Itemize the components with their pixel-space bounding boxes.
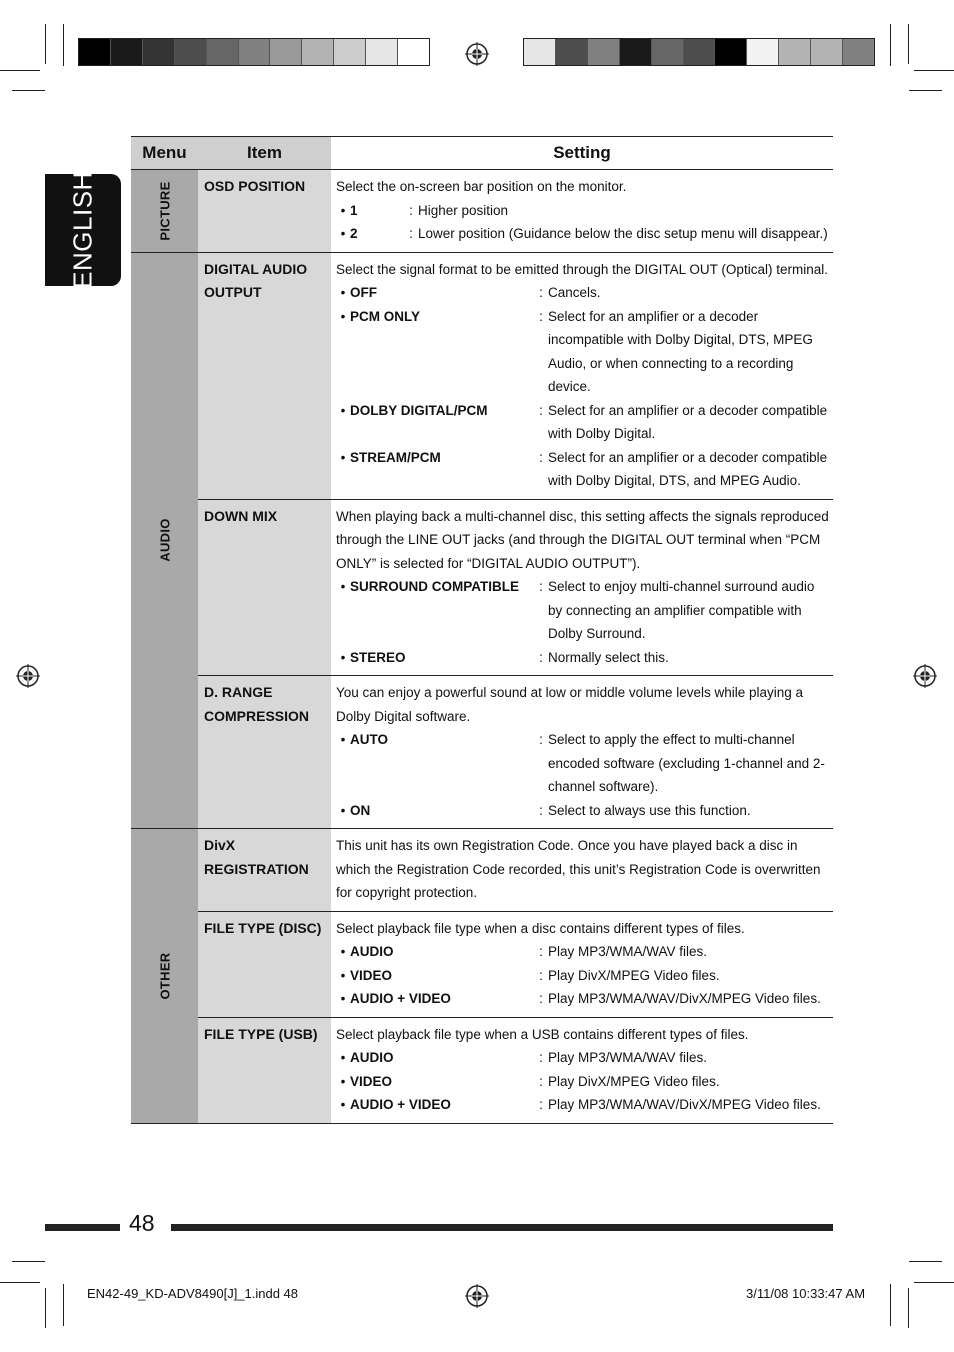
crop-mark xyxy=(63,1284,64,1326)
table-row xyxy=(131,499,833,676)
option-key: 2 xyxy=(350,226,358,241)
color-swatch xyxy=(111,39,143,65)
setting-description: You can enjoy a powerful sound at low or middle volume levels while playing a Dolby Digital software. xyxy=(336,685,804,724)
setting-option xyxy=(336,728,829,799)
menu-category-cell xyxy=(131,170,198,253)
option-key: AUDIO + VIDEO xyxy=(350,1097,451,1112)
item-label: DivX REGISTRATION xyxy=(198,829,331,912)
bullet-icon: • xyxy=(340,1073,346,1089)
option-value: Lower position (Guidance below the disc setup menu will disappear.) xyxy=(418,226,828,241)
color-calibration-bar-left xyxy=(78,38,430,66)
option-key: 1 xyxy=(350,202,358,218)
crop-mark xyxy=(12,90,45,91)
setting-option xyxy=(336,799,829,823)
crop-mark xyxy=(914,1282,954,1283)
option-separator: : xyxy=(539,991,543,1006)
bullet-icon: • xyxy=(340,285,346,300)
option-separator: : xyxy=(539,449,543,465)
crop-mark xyxy=(909,1261,942,1262)
option-key: OFF xyxy=(350,285,377,300)
setting-cell xyxy=(331,676,833,829)
setting-option xyxy=(336,964,829,988)
setting-description: This unit has its own Registration Code. Once you have played back a disc in which the Registration Code recorded, this unit’s Registration Code is overwritten for copyright protection. xyxy=(336,838,821,900)
item-label: DOWN MIX xyxy=(198,499,331,676)
color-swatch xyxy=(843,39,874,65)
table-row xyxy=(131,1017,833,1123)
menu-category-cell xyxy=(131,829,198,1124)
option-separator: : xyxy=(409,226,413,241)
option-key: ON xyxy=(350,802,371,818)
setting-option xyxy=(336,199,829,223)
color-swatch xyxy=(302,39,334,65)
option-value: Select for an amplifier or a decoder compatible with Dolby Digital, DTS, and MPEG Audio. xyxy=(548,449,828,488)
footer-rule-right xyxy=(171,1224,833,1231)
color-swatch xyxy=(588,39,620,65)
registration-mark-icon xyxy=(465,42,489,66)
bullet-icon: • xyxy=(340,308,346,324)
option-key: STEREO xyxy=(350,649,406,665)
option-separator: : xyxy=(539,944,543,959)
bullet-icon: • xyxy=(340,202,346,218)
option-value: Play MP3/WMA/WAV/DivX/MPEG Video files. xyxy=(548,991,821,1006)
option-key: STREAM/PCM xyxy=(350,449,441,465)
crop-mark xyxy=(0,1282,40,1283)
option-value: Cancels. xyxy=(548,285,601,300)
color-swatch xyxy=(715,39,747,65)
registration-mark-icon xyxy=(913,664,937,688)
bullet-icon: • xyxy=(340,1097,346,1112)
option-key: SURROUND COMPATIBLE xyxy=(350,579,519,594)
setting-option xyxy=(336,222,829,246)
color-swatch xyxy=(524,39,556,65)
option-value: Select for an amplifier or a decoder incompatible with Dolby Digital, DTS, MPEG Audio, or when connecting to a recording device. xyxy=(548,308,813,394)
option-key: PCM ONLY xyxy=(350,308,421,324)
color-swatch xyxy=(779,39,811,65)
bullet-icon: • xyxy=(340,991,346,1006)
slug-timestamp: 3/11/08 10:33:47 AM xyxy=(746,1286,866,1301)
color-swatch xyxy=(270,39,302,65)
setting-cell xyxy=(331,829,833,912)
table-row xyxy=(131,676,833,829)
crop-mark xyxy=(909,90,942,91)
item-label: FILE TYPE (USB) xyxy=(198,1017,331,1123)
option-value: Play MP3/WMA/WAV/DivX/MPEG Video files. xyxy=(548,1097,821,1112)
settings-table xyxy=(131,136,833,1124)
table-row xyxy=(131,911,833,1017)
option-separator: : xyxy=(539,967,543,983)
header-setting: Setting xyxy=(331,137,833,170)
option-separator: : xyxy=(539,285,543,300)
option-value: Normally select this. xyxy=(548,649,669,665)
setting-cell xyxy=(331,170,833,253)
option-key: DOLBY DIGITAL/PCM xyxy=(350,402,488,418)
option-separator: : xyxy=(409,202,413,218)
setting-description: When playing back a multi-channel disc, this setting affects the signals reproduced through the LINE OUT jacks (and through the DIGITAL OUT terminal when “PCM ONLY” is selected for “DIGITAL AUDIO OUTPUT”). xyxy=(336,508,829,571)
language-tab xyxy=(45,171,121,289)
option-separator: : xyxy=(539,649,543,665)
color-swatch xyxy=(334,39,366,65)
setting-option xyxy=(336,940,829,964)
setting-option xyxy=(336,1046,829,1070)
bullet-icon: • xyxy=(340,802,346,818)
crop-mark xyxy=(45,1288,46,1328)
crop-mark xyxy=(12,1261,45,1262)
option-value: Play MP3/WMA/WAV files. xyxy=(548,944,708,959)
color-swatch xyxy=(620,39,652,65)
setting-option xyxy=(336,399,829,446)
bullet-icon: • xyxy=(340,449,346,465)
bullet-icon: • xyxy=(340,1050,346,1065)
item-label: OSD POSITION xyxy=(198,170,331,253)
setting-cell xyxy=(331,1017,833,1123)
item-label: D. RANGE COMPRESSION xyxy=(198,676,331,829)
setting-cell xyxy=(331,911,833,1017)
bullet-icon: • xyxy=(340,944,346,959)
setting-option xyxy=(336,575,829,646)
color-swatch xyxy=(747,39,779,65)
option-value: Higher position xyxy=(418,202,509,218)
table-header-row xyxy=(131,137,833,170)
setting-cell xyxy=(331,499,833,676)
table-row xyxy=(131,170,833,253)
option-separator: : xyxy=(539,1097,543,1112)
option-key: AUDIO xyxy=(350,944,394,959)
slug-filename: EN42-49_KD-ADV8490[J]_1.indd 48 xyxy=(87,1286,299,1301)
color-swatch xyxy=(366,39,398,65)
setting-option xyxy=(336,1093,829,1117)
color-swatch xyxy=(556,39,588,65)
option-value: Select to apply the effect to multi-channel encoded software (excluding 1-channel and 2-channel software). xyxy=(548,732,825,794)
color-calibration-bar-right xyxy=(523,38,875,66)
crop-mark xyxy=(914,70,954,71)
footer-rule-left xyxy=(45,1224,120,1231)
option-value: Select for an amplifier or a decoder compatible with Dolby Digital. xyxy=(548,402,828,441)
option-value: Play DivX/MPEG Video files. xyxy=(548,967,720,983)
page-number: 48 xyxy=(129,1210,155,1236)
setting-description: Select playback file type when a USB contains different types of files. xyxy=(336,1026,749,1042)
bullet-icon: • xyxy=(340,732,346,747)
option-separator: : xyxy=(539,308,543,324)
option-value: Select to always use this function. xyxy=(548,802,751,818)
language-tab-label: ENGLISH xyxy=(67,171,98,289)
menu-category-label: OTHER xyxy=(156,952,172,1000)
setting-option xyxy=(336,281,829,305)
crop-mark xyxy=(45,24,46,64)
table-row xyxy=(131,252,833,499)
option-separator: : xyxy=(539,802,543,818)
option-separator: : xyxy=(539,402,543,418)
bullet-icon: • xyxy=(340,226,346,241)
option-key: AUTO xyxy=(350,732,389,747)
color-swatch xyxy=(811,39,843,65)
option-key: AUDIO xyxy=(350,1050,394,1065)
option-value: Play DivX/MPEG Video files. xyxy=(548,1073,720,1089)
setting-description: Select the signal format to be emitted through the DIGITAL OUT (Optical) terminal. xyxy=(336,261,828,277)
option-separator: : xyxy=(539,1050,543,1065)
option-separator: : xyxy=(539,732,543,747)
header-menu: Menu xyxy=(131,137,198,170)
option-key: VIDEO xyxy=(350,1073,393,1089)
color-swatch xyxy=(79,39,111,65)
color-swatch xyxy=(239,39,271,65)
setting-option xyxy=(336,646,829,670)
color-swatch xyxy=(652,39,684,65)
setting-option xyxy=(336,446,829,493)
bullet-icon: • xyxy=(340,649,346,665)
header-item: Item xyxy=(198,137,331,170)
registration-mark-icon xyxy=(465,1284,489,1308)
setting-description: Select the on-screen bar position on the monitor. xyxy=(336,179,627,194)
crop-mark xyxy=(908,24,909,64)
setting-cell xyxy=(331,252,833,499)
color-swatch xyxy=(398,39,429,65)
option-key: VIDEO xyxy=(350,967,393,983)
option-value: Play MP3/WMA/WAV files. xyxy=(548,1050,708,1065)
crop-mark xyxy=(890,1284,891,1326)
bullet-icon: • xyxy=(340,402,346,418)
setting-description: Select playback file type when a disc contains different types of files. xyxy=(336,920,745,936)
option-separator: : xyxy=(539,579,543,594)
registration-mark-icon xyxy=(16,664,40,688)
menu-category-cell xyxy=(131,252,198,829)
setting-option xyxy=(336,987,829,1011)
color-swatch xyxy=(684,39,716,65)
option-separator: : xyxy=(539,1073,543,1089)
bullet-icon: • xyxy=(340,967,346,983)
crop-mark xyxy=(890,24,891,66)
color-swatch xyxy=(143,39,175,65)
color-swatch xyxy=(207,39,239,65)
color-swatch xyxy=(175,39,207,65)
crop-mark xyxy=(0,70,40,71)
item-label: FILE TYPE (DISC) xyxy=(198,911,331,1017)
item-label: DIGITAL AUDIO OUTPUT xyxy=(198,252,331,499)
menu-category-label: AUDIO xyxy=(156,518,172,562)
crop-mark xyxy=(908,1288,909,1328)
bullet-icon: • xyxy=(340,579,346,594)
crop-mark xyxy=(63,24,64,66)
setting-option xyxy=(336,305,829,399)
table-row xyxy=(131,829,833,912)
setting-option xyxy=(336,1070,829,1094)
option-value: Select to enjoy multi-channel surround audio by connecting an amplifier compatible with Dolby Surround. xyxy=(548,579,815,641)
option-key: AUDIO + VIDEO xyxy=(350,991,451,1006)
menu-category-label: PICTURE xyxy=(156,181,172,241)
